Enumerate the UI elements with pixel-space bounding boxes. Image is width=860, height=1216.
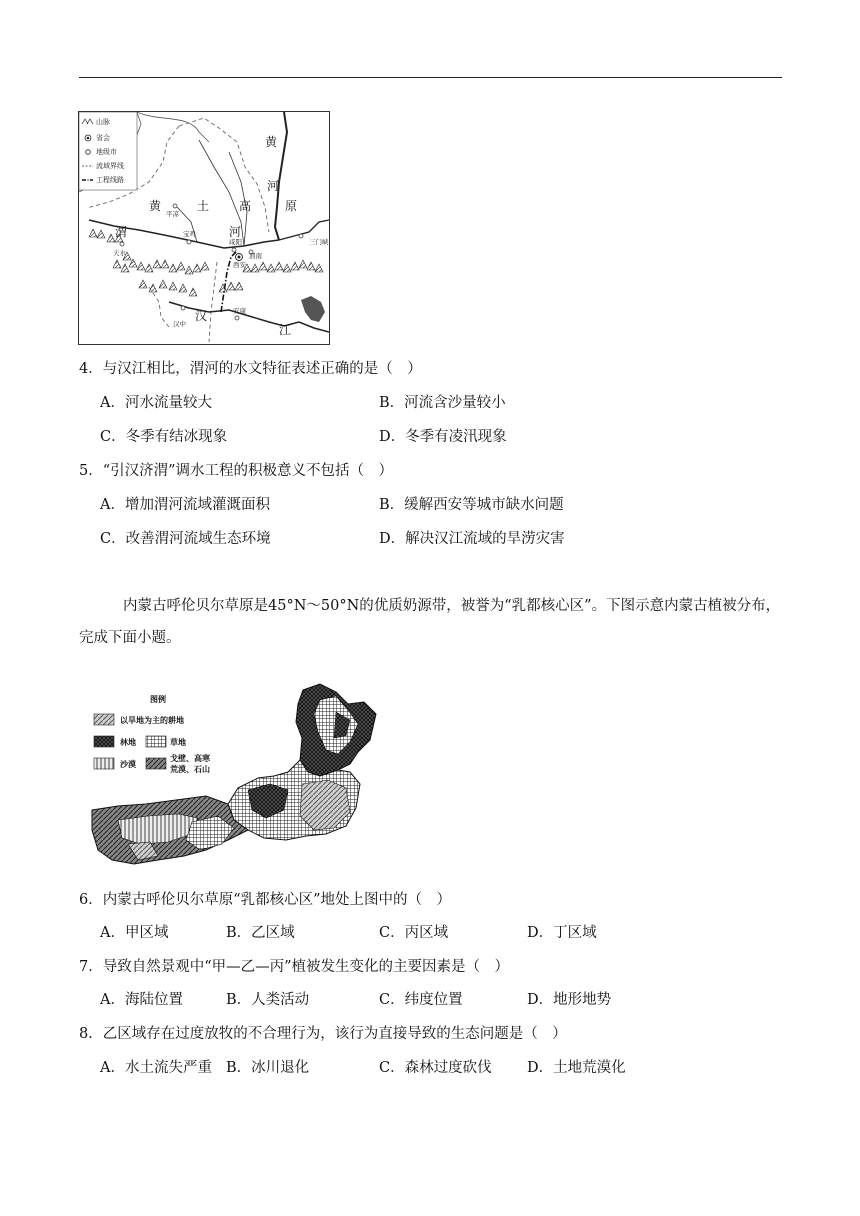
label-yuan: 原 [285,199,298,213]
q7-option-c[interactable]: C．纬度位置 [379,992,463,1008]
q8-option-c[interactable]: C．森林过度砍伐 [379,1060,492,1076]
legend2-desert: 沙漠 [120,760,136,769]
q7-option-d[interactable]: D．地形地势 [527,992,612,1008]
intro-paragraph: 内蒙古呼伦贝尔草原是45°N～50°N的优质奶源带，被誉为“乳都核心区”。下图示意内蒙古植被分布，完成下面小题。 [79,598,781,646]
legend2-dry-farmland: 以旱地为主的耕地 [120,716,184,725]
q8-option-d[interactable]: D．土地荒漠化 [527,1060,626,1076]
city-baoji: 宝鸡 [183,230,196,238]
label-jiang: 江 [279,323,292,337]
label-tu: 土 [197,199,210,213]
header-rule [79,77,782,78]
q8-option-b[interactable]: B．冰川退化 [226,1060,310,1076]
legend-city: 地级市 [96,148,117,156]
legend-project-route: 工程线路 [96,176,124,184]
label-wei: 渭 [115,225,128,239]
legend2-gobi-1: 戈壁、高寒 [170,754,210,763]
legend2-forest: 林地 [120,738,136,747]
question-4-stem: 4．与汉江相比，渭河的水文特征表述正确的是（ ） [79,361,422,377]
q6-option-a[interactable]: A．甲区域 [100,925,169,941]
q6-option-d[interactable]: D．丁区域 [527,925,597,941]
q5-option-b[interactable]: B．缓解西安等城市缺水问题 [379,497,564,513]
q5-option-c[interactable]: C．改善渭河流域生态环境 [100,531,271,547]
city-sanmenxia: 三门峡 [309,238,329,246]
q4-option-c[interactable]: C．冬季有结冰现象 [100,429,228,445]
city-weinan: 渭南 [249,252,262,260]
question-5-stem: 5．“引汉济渭”调水工程的积极意义不包括（ ） [79,463,394,479]
wei-han-map [78,111,330,345]
legend2-title: 图例 [150,695,166,704]
label-huang: 黄 [149,199,162,213]
q8-option-a[interactable]: A．水土流失严重 [100,1060,212,1076]
city-pingliang: 平凉 [166,210,179,218]
question-7-stem: 7．导致自然景观中“甲—乙—丙”植被发生变化的主要因素是（ ） [79,959,510,975]
inner-mongolia-vegetation-map [88,680,388,876]
label-han: 汉 [195,309,208,323]
q7-option-a[interactable]: A．海陆位置 [100,992,183,1008]
q4-option-a[interactable]: A．河水流量较大 [100,395,212,411]
question-8-stem: 8．乙区域存在过度放牧的不合理行为，该行为直接导致的生态问题是（ ） [79,1026,567,1042]
city-xianyang: 咸阳 [229,238,242,246]
label-gao: 高 [239,199,252,213]
label-he-wei: 河 [229,225,242,239]
q5-option-d[interactable]: D．解决汉江流域的旱涝灾害 [379,531,565,547]
q4-option-d[interactable]: D．冬季有凌汛现象 [379,429,507,445]
q5-option-a[interactable]: A．增加渭河流域灌溉面积 [100,497,270,513]
city-ankang: 安康 [233,307,246,315]
legend2-gobi-2: 荒漠、石山 [170,765,210,774]
q4-option-b[interactable]: B．河流含沙量较小 [379,395,506,411]
label-huang-he-1: 黄 [265,135,278,149]
city-xian: 西安 [233,261,246,269]
legend2-grassland: 草地 [170,738,186,747]
label-huang-he-2: 河 [267,179,280,193]
city-tianshui: 天水 [113,249,126,257]
q7-option-b[interactable]: B．人类活动 [226,992,310,1008]
legend-basin-boundary: 流域界线 [96,162,124,170]
q6-option-c[interactable]: C．丙区域 [379,925,449,941]
q6-option-b[interactable]: B．乙区域 [226,925,295,941]
question-6-stem: 6．内蒙古呼伦贝尔草原“乳都核心区”地处上图中的（ ） [79,892,452,908]
legend-mountain: 山脉 [96,118,110,126]
city-hanzhong: 汉中 [173,320,186,328]
legend-capital: 省会 [96,134,110,142]
